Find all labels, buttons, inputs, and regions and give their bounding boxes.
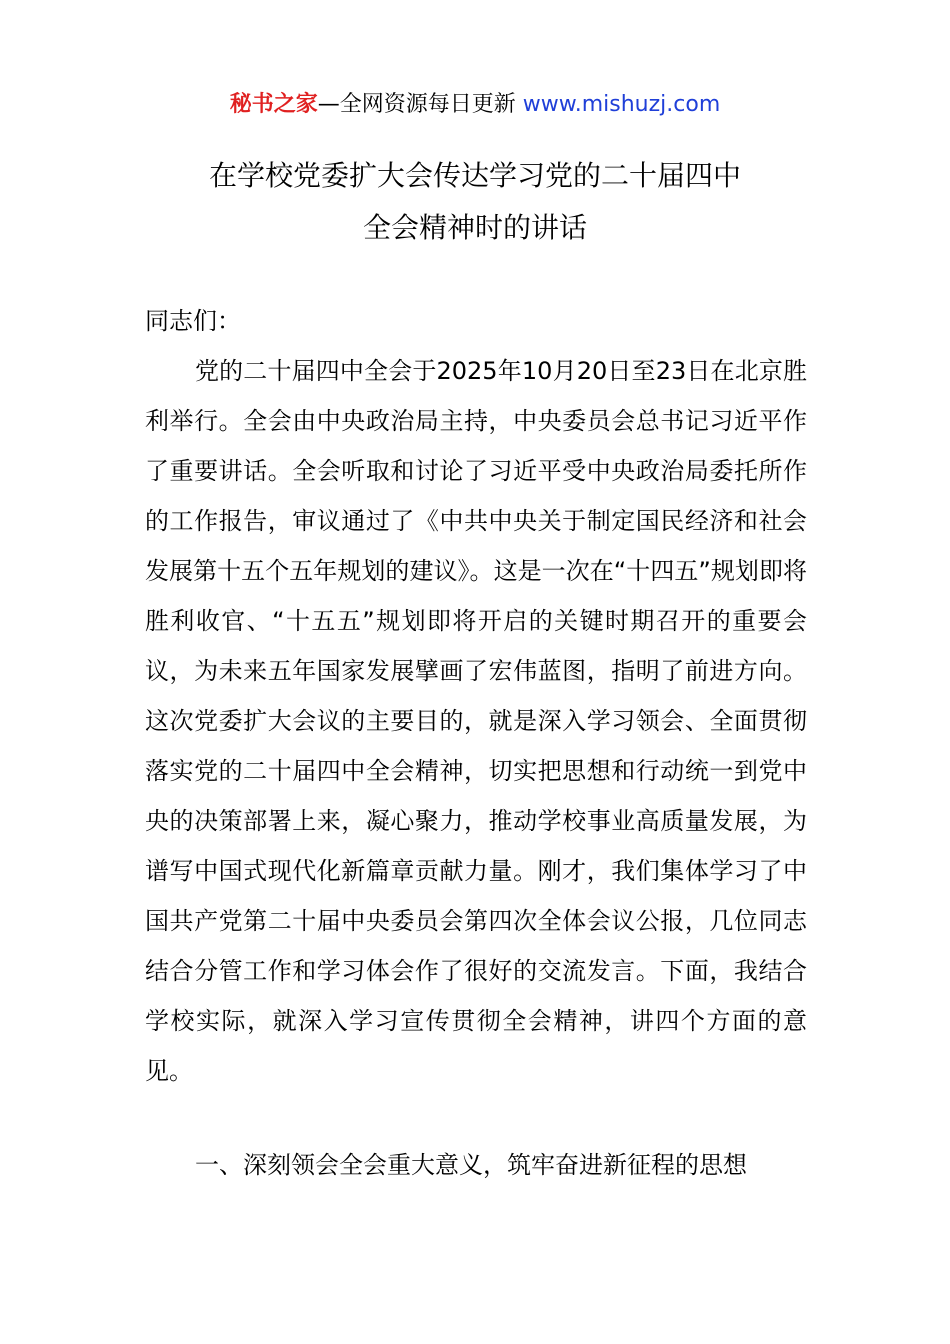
header-tagline: —全网资源每日更新 — [317, 92, 516, 117]
body-paragraph: 党的二十届四中全会于2025年10月20日至23日在北京胜利举行。全会由中央政治局主持，中央委员会总书记习近平作了重要讲话。全会听取和讨论了习近平受中央政治局委托所作的工作报告，审议通过了《中共中央关于制定国民经济和社会发展第十五个五年规划的建议》。这是一次在“十四五”规划即将胜利收官、“十五五”规划即将开启的关键时期召开的重要会议，为未来五年国家发展擘画了宏伟蓝图，指明了前进方向。这次党委扩大会议的主要目的，就是深入学习领会、全面贯彻落实党的二十届四中全会精神，切实把思想和行动统一到党中央的决策部署上来，凝心聚力，推动学校事业高质量发展，为谱写中国式现代化新篇章贡献力量。刚才，我们集体学习了中国共产党第二十届中央委员会第四次全体会议公报，几位同志结合分管工作和学习体会作了很好的交流发言。下面，我结合学校实际，就深入学习宣传贯彻全会精神，讲四个方面的意见。 — [145, 357, 807, 1085]
document-title — [0, 150, 950, 254]
title-line-1: 在学校党委扩大会传达学习党的二十届四中 — [208, 159, 741, 192]
brand-name: 秘书之家 — [229, 92, 318, 117]
title-line-2: 全会精神时的讲话 — [362, 211, 587, 244]
section-heading: 一、深刻领会全会重大意义，筑牢奋进新征程的思想 — [195, 1151, 747, 1179]
salutation: 同志们： — [145, 307, 241, 335]
site-header — [0, 90, 950, 120]
site-url-link[interactable]: www.mishuzj.com — [522, 92, 721, 117]
